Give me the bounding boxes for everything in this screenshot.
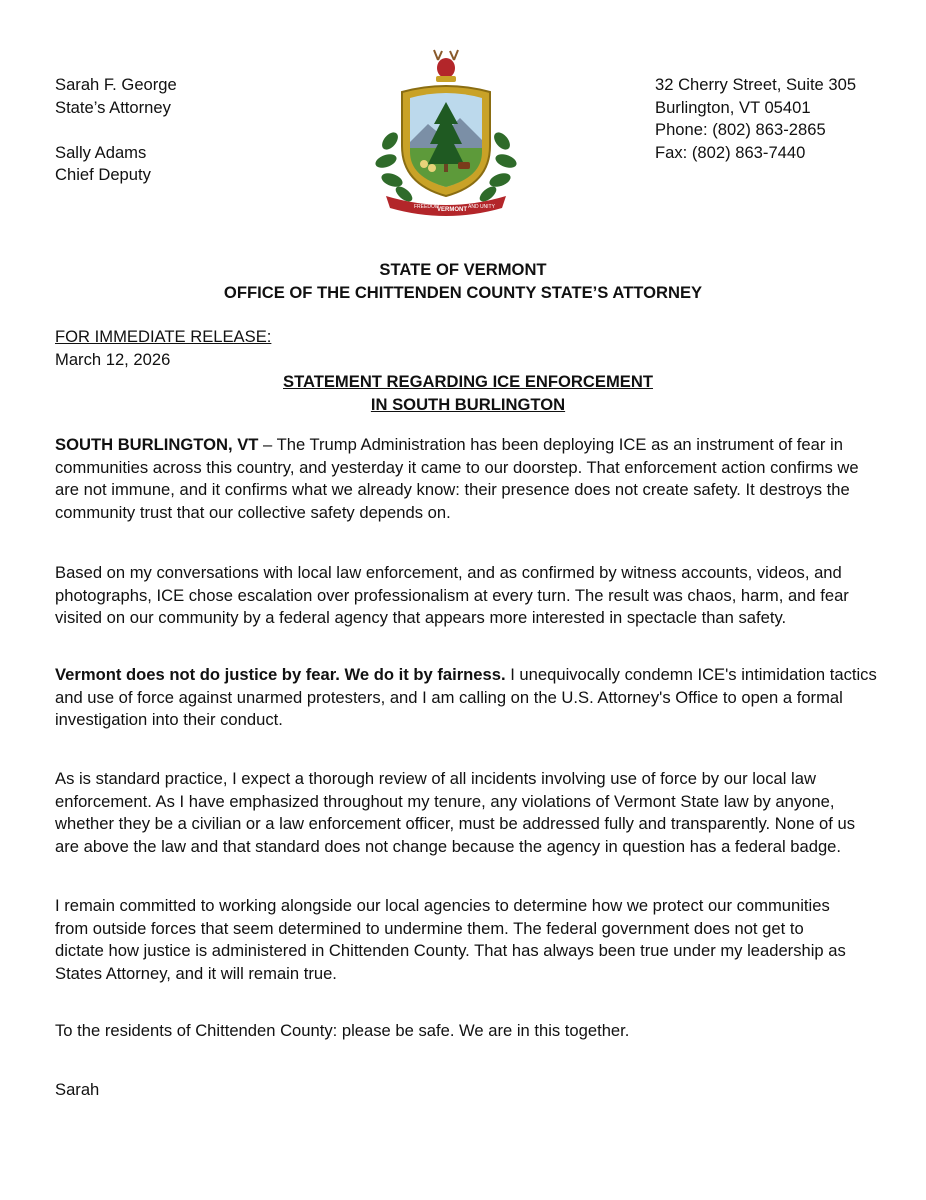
release-label: FOR IMMEDIATE RELEASE:	[55, 327, 272, 346]
paragraph-line: States Attorney, and it will remain true.	[55, 963, 337, 983]
statement-title-line-1: STATEMENT REGARDING ICE ENFORCEMENT	[283, 372, 653, 391]
paragraph-line: and use of force against unarmed protesters, and I am calling on the U.S. Attorney's Office to open a formal	[55, 687, 843, 707]
attorney-title: State’s Attorney	[55, 97, 171, 117]
paragraph-line: are not immune, and it confirms what we already know: their presence does not create safety. It destroys the	[55, 480, 850, 499]
paragraph-line: whether they be a civilian or a law enforcement officer, must be addressed fully and transparently. None of us	[55, 814, 856, 833]
release-block	[55, 326, 271, 371]
paragraph-line: To the residents of Chittenden County: please be safe. We are in this together.	[55, 1021, 630, 1040]
paragraph-1	[55, 434, 885, 524]
paragraph-line: photographs, ICE chose escalation over professionalism at every turn. The result was chaos, harm, and fear	[55, 585, 849, 605]
paragraph-6	[55, 1020, 885, 1043]
paragraph-5	[55, 895, 885, 985]
paragraph-2	[55, 562, 885, 630]
phone-number: Phone: (802) 863-2865	[655, 120, 826, 139]
deputy-name: Sally Adams	[55, 142, 147, 162]
paragraph-line: enforcement. As I have emphasized throughout my tenure, any violations of Vermont State law by anyone,	[55, 791, 835, 811]
paragraph-line: from outside forces that seem determined to undermine them. The federal government does not get to	[55, 918, 804, 938]
paragraph-line: community trust that our collective safety depends on.	[55, 502, 451, 522]
paragraph-line: are above the law and that standard does not change because the agency in question has a federal badge.	[55, 836, 842, 856]
signoff	[55, 1079, 885, 1102]
paragraph-3	[55, 664, 885, 732]
paragraph-line: I remain committed to working alongside our local agencies to determine how we protect our communities	[55, 896, 830, 915]
fax-number: Fax: (802) 863-7440	[655, 142, 806, 162]
paragraph-line: visited on our community by a federal agency that appears more interested in spectacle than safety.	[55, 608, 787, 627]
deputy-title: Chief Deputy	[55, 165, 151, 184]
paragraph-4	[55, 768, 885, 858]
vermont-seal-icon	[372, 46, 520, 216]
signoff-name: Sarah	[55, 1080, 100, 1099]
ribbon-left-text: FREEDOM	[414, 204, 439, 210]
paragraph-line: As is standard practice, I expect a thorough review of all incidents involving use of force by our local law	[55, 769, 816, 788]
release-date: March 12, 2026	[55, 349, 171, 369]
bold-lead: Vermont does not do justice by fear. We do it by fairness.	[55, 665, 506, 684]
office-name: OFFICE OF THE CHITTENDEN COUNTY STATE’S ATTORNEY	[223, 282, 703, 302]
paragraph-line: Based on my conversations with local law enforcement, and as confirmed by witness accounts, videos, and	[55, 563, 842, 582]
paragraph-line: dictate how justice is administered in Chittenden County. That has always been true under my leadership as	[55, 941, 846, 960]
paragraph-line: I unequivocally condemn ICE's intimidation tactics	[505, 665, 877, 684]
address-line-1: 32 Cherry Street, Suite 305	[655, 75, 857, 94]
paragraph-line: – The Trump Administration has been deploying ICE as an instrument of fear in	[258, 435, 843, 454]
paragraph-line: investigation into their conduct.	[55, 710, 283, 729]
state-name: STATE OF VERMONT	[379, 260, 547, 279]
dateline: SOUTH BURLINGTON, VT	[55, 435, 259, 454]
statement-title-line-2: IN SOUTH BURLINGTON	[370, 394, 566, 414]
ribbon-right-text: AND UNITY	[468, 204, 495, 210]
address-line-2: Burlington, VT 05401	[655, 97, 811, 117]
statement-title	[0, 371, 926, 416]
ribbon-center-text: VERMONT	[437, 207, 467, 213]
letterhead-left	[55, 74, 177, 187]
paragraph-line: communities across this country, and yesterday it came to our doorstep. That enforcement action confirms we	[55, 457, 859, 477]
office-heading	[0, 259, 926, 304]
letterhead-right	[655, 74, 856, 164]
attorney-name: Sarah F. George	[55, 75, 177, 94]
